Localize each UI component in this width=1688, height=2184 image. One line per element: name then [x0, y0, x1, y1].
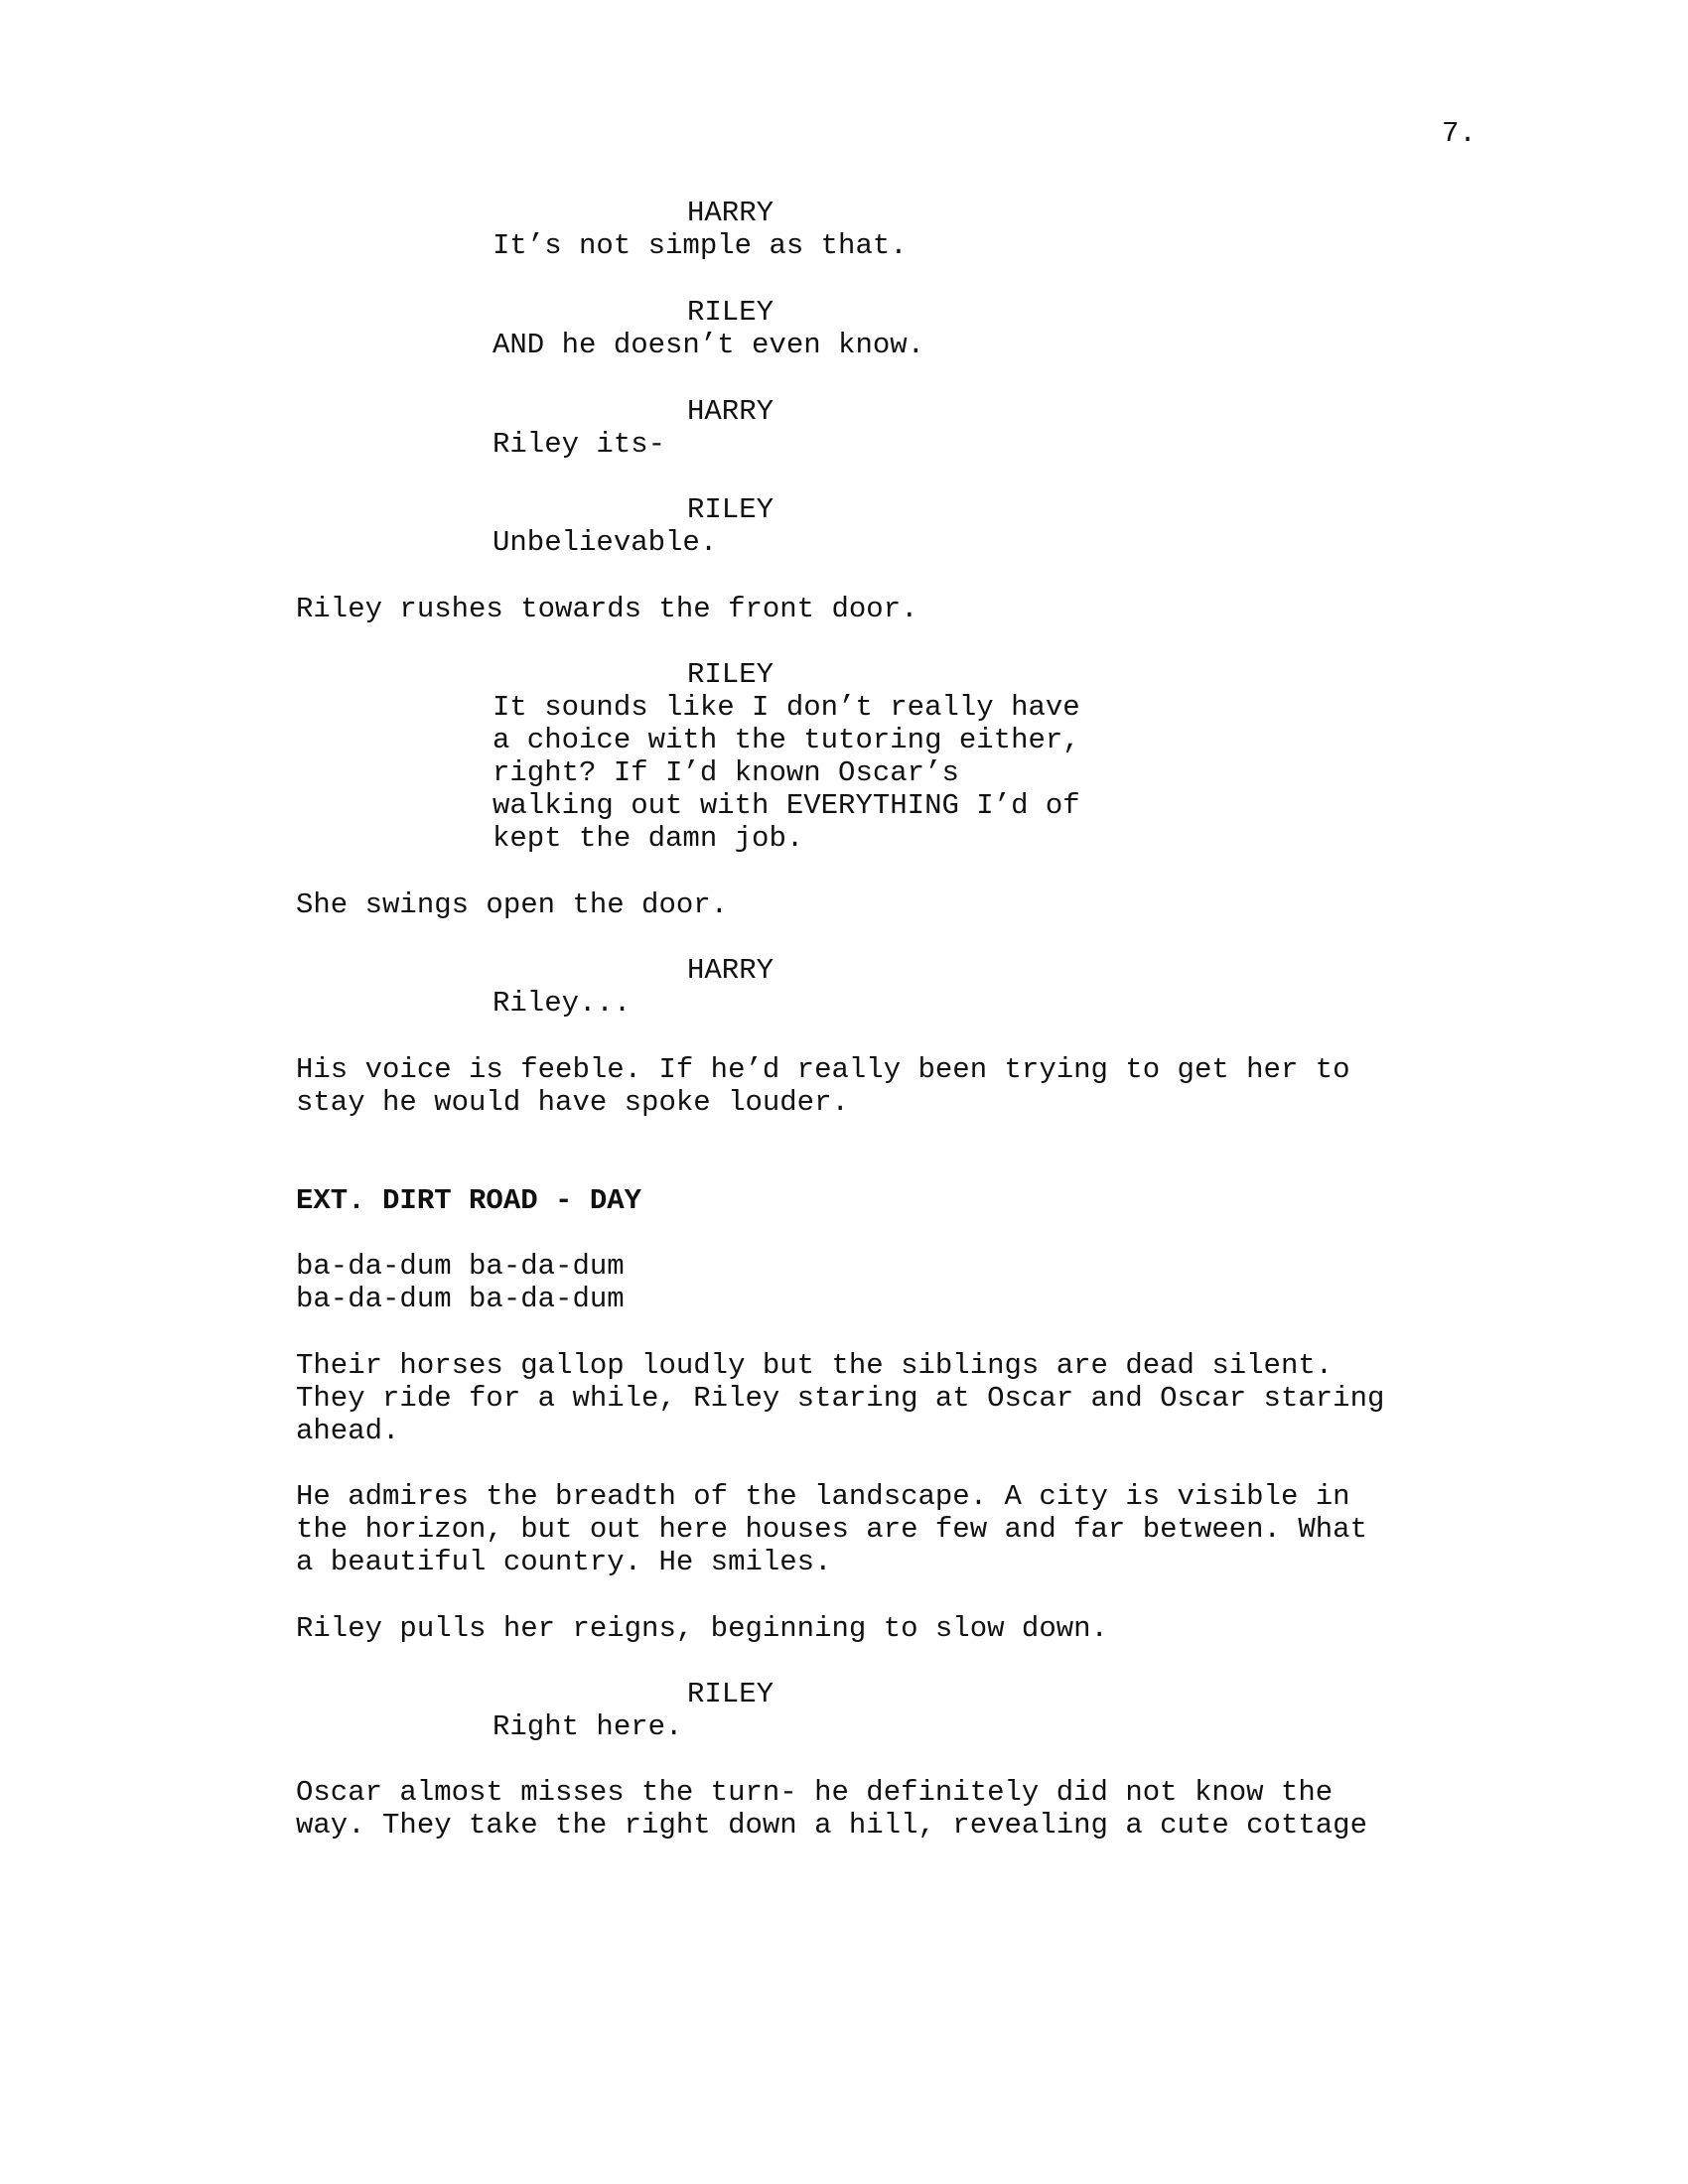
- dialogue-line: It sounds like I don’t really have: [492, 691, 1080, 724]
- action-line: way. They take the right down a hill, revealing a cute cottage: [296, 1809, 1367, 1842]
- scene-heading: EXT. DIRT ROAD - DAY: [296, 1184, 642, 1217]
- dialogue-line: walking out with EVERYTHING I’d of: [492, 789, 1080, 822]
- action-line: ba-da-dum ba-da-dum: [296, 1283, 625, 1315]
- action-line: Oscar almost misses the turn- he definitely did not know the: [296, 1776, 1334, 1809]
- dialogue-line: Riley...: [492, 987, 632, 1020]
- character-cue: HARRY: [687, 954, 774, 987]
- character-cue: RILEY: [687, 658, 774, 691]
- dialogue-line: It’s not simple as that.: [492, 229, 908, 262]
- action-line: Their horses gallop loudly but the siblings are dead silent.: [296, 1349, 1334, 1382]
- page-number: 7.: [1442, 117, 1477, 150]
- action-line: a beautiful country. He smiles.: [296, 1546, 832, 1578]
- action-line: They ride for a while, Riley staring at Oscar and Oscar staring: [296, 1382, 1385, 1415]
- action-line: He admires the breadth of the landscape. A city is visible in: [296, 1480, 1350, 1513]
- action-line: Riley rushes towards the front door.: [296, 593, 918, 625]
- action-line: Riley pulls her reigns, beginning to slow down.: [296, 1612, 1108, 1645]
- action-line: His voice is feeble. If he’d really been trying to get her to: [296, 1053, 1350, 1086]
- dialogue-line: Riley its-: [492, 428, 666, 461]
- dialogue-line: Right here.: [492, 1710, 683, 1743]
- character-cue: RILEY: [687, 493, 774, 526]
- action-line: the horizon, but out here houses are few and far between. What: [296, 1513, 1367, 1546]
- dialogue-line: kept the damn job.: [492, 822, 804, 855]
- action-line: She swings open the door.: [296, 888, 729, 921]
- dialogue-line: a choice with the tutoring either,: [492, 724, 1080, 756]
- action-line: stay he would have spoke louder.: [296, 1086, 849, 1119]
- dialogue-line: Unbelievable.: [492, 526, 718, 559]
- character-cue: HARRY: [687, 395, 774, 428]
- character-cue: RILEY: [687, 1678, 774, 1710]
- action-line: ba-da-dum ba-da-dum: [296, 1250, 625, 1283]
- character-cue: RILEY: [687, 296, 774, 329]
- action-line: ahead.: [296, 1415, 400, 1447]
- dialogue-line: right? If I’d known Oscar’s: [492, 756, 959, 789]
- character-cue: HARRY: [687, 197, 774, 229]
- dialogue-line: AND he doesn’t even know.: [492, 329, 925, 361]
